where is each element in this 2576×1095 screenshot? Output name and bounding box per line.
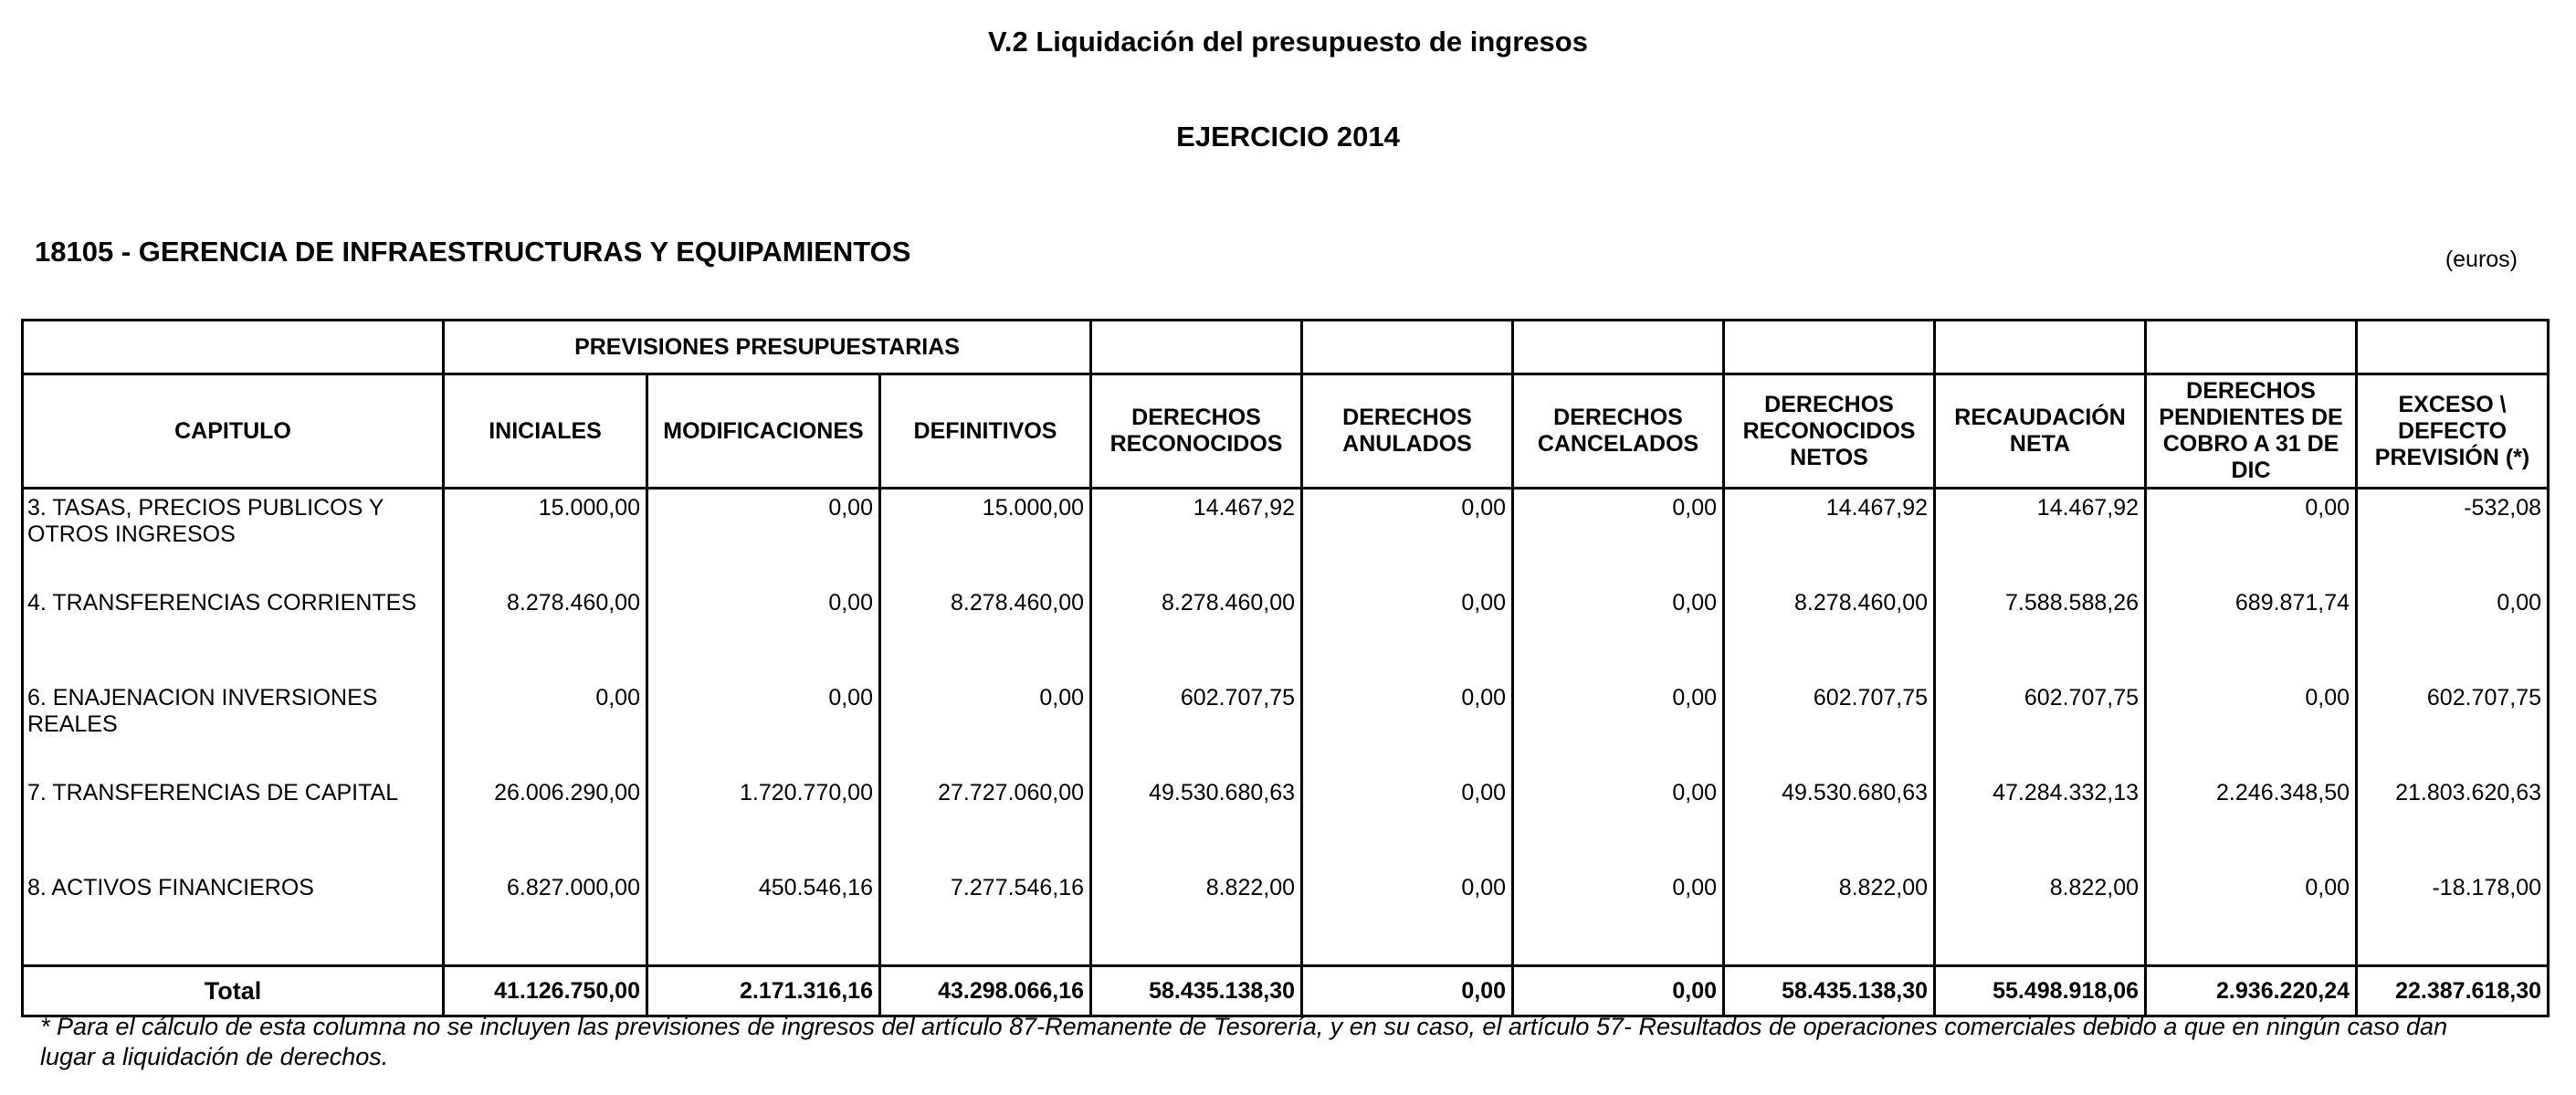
column-header-exceso-defecto: EXCESO \ DEFECTO PREVISIÓN (*) [2357,374,2549,489]
cell-value: 602.707,75 [1724,679,1935,774]
cell-value: 602.707,75 [1935,679,2146,774]
cell-value: 2.246.348,50 [2146,774,2357,869]
cell-value: 0,00 [1513,774,1724,869]
column-header-derechos-reconocidos-netos: DERECHOS RECONOCIDOS NETOS [1724,374,1935,489]
cell-value: 0,00 [1302,584,1513,679]
row-label: 3. TASAS, PRECIOS PUBLICOS Y OTROS INGRESOS [23,489,444,585]
cell-value: 0,00 [1302,869,1513,966]
header-blank [2146,321,2357,374]
cell-value: 0,00 [2357,584,2549,679]
cell-value: 0,00 [880,679,1091,774]
cell-value: 0,00 [2146,679,2357,774]
column-header-recaudacion-neta: RECAUDACIÓN NETA [1935,374,2146,489]
cell-value: 602.707,75 [1091,679,1302,774]
row-label: 6. ENAJENACION INVERSIONES REALES [23,679,444,774]
cell-value: 49.530.680,63 [1724,774,1935,869]
total-value: 2.171.316,16 [647,966,880,1016]
column-header-derechos-anulados: DERECHOS ANULADOS [1302,374,1513,489]
cell-value: 0,00 [1513,489,1724,585]
total-row [23,966,2549,1016]
cell-value: 450.546,16 [647,869,880,966]
cell-value: 0,00 [2146,489,2357,585]
cell-value: 8.278.460,00 [880,584,1091,679]
column-header-derechos-cancelados: DERECHOS CANCELADOS [1513,374,1724,489]
header-blank [1302,321,1513,374]
cell-value: 0,00 [1513,869,1724,966]
budget-table [21,319,2550,1017]
cell-value: 689.871,74 [2146,584,2357,679]
cell-value: 21.803.620,63 [2357,774,2549,869]
row-label: 4. TRANSFERENCIAS CORRIENTES [23,584,444,679]
total-value: 55.498.918,06 [1935,966,2146,1016]
table-row [23,774,2549,869]
cell-value: 0,00 [1513,584,1724,679]
header-blank [2357,321,2549,374]
currency-unit: (euros) [2445,247,2518,272]
total-value: 0,00 [1302,966,1513,1016]
total-value: 0,00 [1513,966,1724,1016]
cell-value: 8.822,00 [1935,869,2146,966]
column-header-iniciales: INICIALES [444,374,647,489]
column-header-capitulo: CAPITULO [23,374,444,489]
header-previsiones: PREVISIONES PRESUPUESTARIAS [444,321,1091,374]
cell-value: 1.720.770,00 [647,774,880,869]
cell-value: 14.467,92 [1091,489,1302,585]
column-header-modificaciones: MODIFICACIONES [647,374,880,489]
cell-value: 0,00 [2146,869,2357,966]
cell-value: 0,00 [1513,679,1724,774]
entity-heading: 18105 - GERENCIA DE INFRAESTRUCTURAS Y EQUIPAMIENTOS [35,236,911,268]
table-row [23,489,2549,585]
cell-value: -18.178,00 [2357,869,2549,966]
header-blank [1935,321,2146,374]
row-label: 8. ACTIVOS FINANCIEROS [23,869,444,966]
cell-value: 8.278.460,00 [1091,584,1302,679]
table-row [23,869,2549,966]
table-row [23,679,2549,774]
cell-value: 0,00 [647,679,880,774]
header-blank [1724,321,1935,374]
cell-value: 0,00 [1302,679,1513,774]
row-label: 7. TRANSFERENCIAS DE CAPITAL [23,774,444,869]
column-header-derechos-reconocidos: DERECHOS RECONOCIDOS [1091,374,1302,489]
cell-value: 0,00 [647,584,880,679]
total-value: 41.126.750,00 [444,966,647,1016]
cell-value: 8.278.460,00 [1724,584,1935,679]
cell-value: 0,00 [1302,489,1513,585]
total-value: 2.936.220,24 [2146,966,2357,1016]
cell-value: 14.467,92 [1935,489,2146,585]
total-value: 43.298.066,16 [880,966,1091,1016]
header-blank [1091,321,1302,374]
cell-value: 47.284.332,13 [1935,774,2146,869]
page-subtitle: EJERCICIO 2014 [1176,121,1400,153]
cell-value: 8.278.460,00 [444,584,647,679]
cell-value: 0,00 [444,679,647,774]
total-label: Total [23,966,444,1016]
total-value: 22.387.618,30 [2357,966,2549,1016]
cell-value: 8.822,00 [1724,869,1935,966]
cell-value: 14.467,92 [1724,489,1935,585]
table-row [23,584,2549,679]
footnote: * Para el cálculo de esta columna no se incluyen las previsiones de ingresos del artículo 87-Remanente de Tesorería, y en su caso, el artículo 57- Resultados de operaciones comerciales debido a que en ningún caso dan lugar a liquidación de derechos. [40,1013,2448,1070]
cell-value: 7.588.588,26 [1935,584,2146,679]
cell-value: 602.707,75 [2357,679,2549,774]
header-blank [23,321,444,374]
header-blank [1513,321,1724,374]
cell-value: 0,00 [647,489,880,585]
cell-value: 8.822,00 [1091,869,1302,966]
cell-value: 49.530.680,63 [1091,774,1302,869]
column-header-derechos-pendientes: DERECHOS PENDIENTES DE COBRO A 31 DE DIC [2146,374,2357,489]
cell-value: 15.000,00 [880,489,1091,585]
page-title: V.2 Liquidación del presupuesto de ingresos [988,26,1588,58]
cell-value: 0,00 [1302,774,1513,869]
cell-value: 15.000,00 [444,489,647,585]
cell-value: 26.006.290,00 [444,774,647,869]
cell-value: 6.827.000,00 [444,869,647,966]
column-header-definitivos: DEFINITIVOS [880,374,1091,489]
total-value: 58.435.138,30 [1724,966,1935,1016]
cell-value: -532,08 [2357,489,2549,585]
total-value: 58.435.138,30 [1091,966,1302,1016]
cell-value: 7.277.546,16 [880,869,1091,966]
cell-value: 27.727.060,00 [880,774,1091,869]
